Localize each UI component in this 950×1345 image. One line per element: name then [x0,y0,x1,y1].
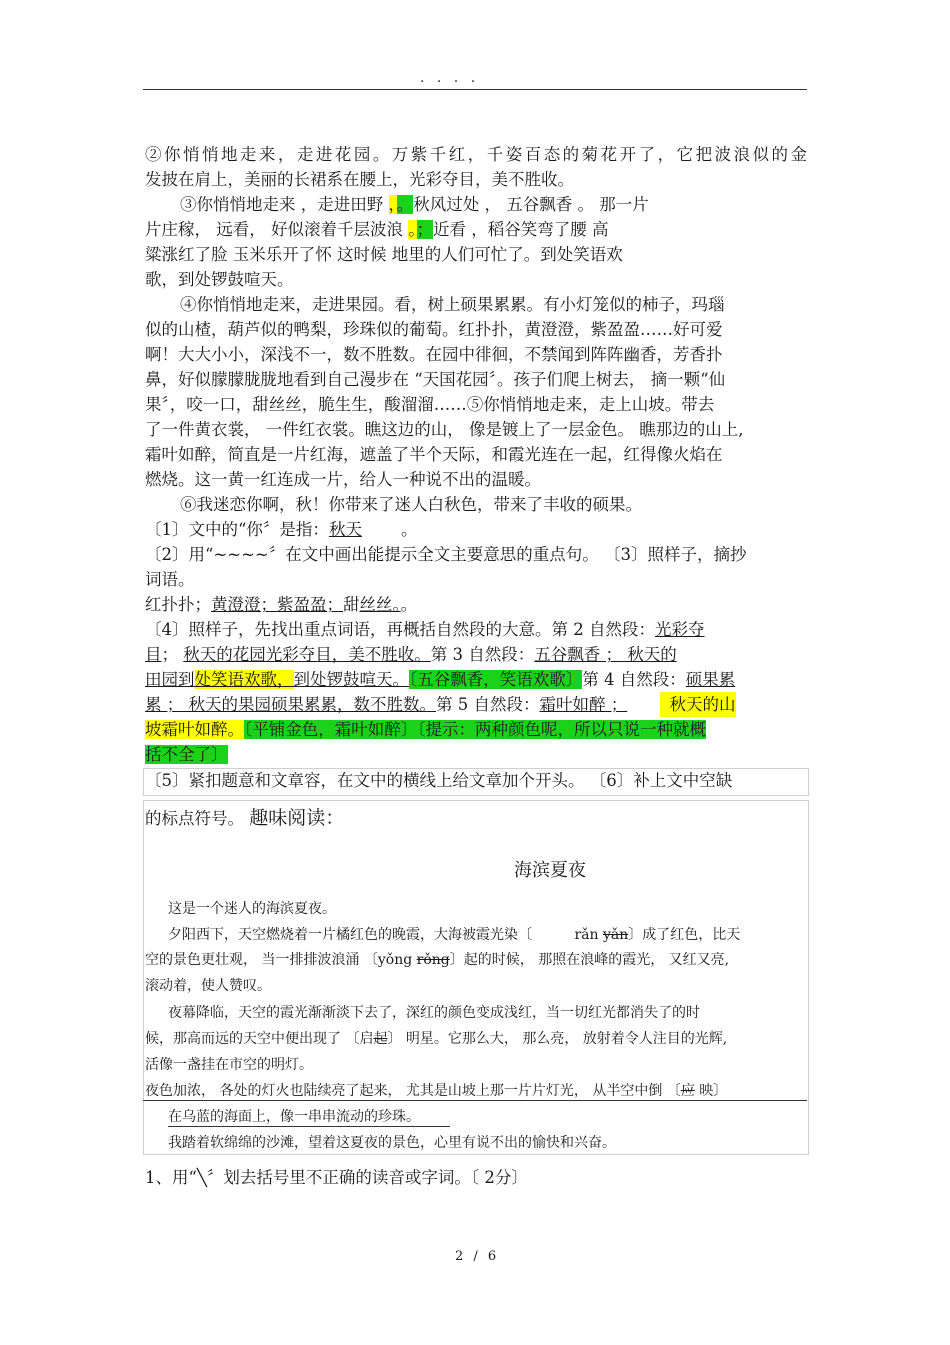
reading-text: 〕 明星。它那么大， 那么亮， 放射着令人注目的光辉, [387,1031,728,1047]
para3-text: 片庄稼， 远看， 好似滚着千层波浪 [145,220,409,239]
q4-highlight-yellow: 处笑语欢歌， [194,670,294,689]
question-5-6: 〔5〕紧扣题意和文章容，在文中的横线上给文章加个开头。 〔6〕补上文中空缺 [145,771,733,790]
question-3-answers [145,592,807,617]
reading-line-7: 活像一盏挂在市空的明灯。 [145,1057,313,1073]
reading-line-10: 我踏着软绵绵的沙滩，望着这夏夜的景色，心里有说不出的愉快和兴奋。 [168,1135,616,1151]
q6-text: 的标点符号。 [145,809,244,828]
reading-line-2 [168,925,740,945]
q4-summary: 累 ； 秋天的果园硕果累累，数不胜数。 [145,695,436,714]
reading-text: 〕起的时候， 那照在浪峰的霞光， 又红又亮, [449,952,730,968]
q3-example: 红扑扑； [145,595,211,614]
para3-line3: 粱涨红了脸 玉米乐开了怀 这时候 地里的人们可忙了。到处笑语欢 [145,245,623,264]
q4-highlight-green: 括不全了〕 [145,745,228,764]
para3-line1 [180,192,807,217]
question-6-cont [145,806,807,831]
reading-line-1: 这是一个迷人的海滨夏夜。 [168,901,336,917]
reading-text: 候，那高而远的天空中便出现了 〔启 [145,1031,374,1047]
q3-end: 。 [400,595,418,614]
question-2-3: 〔2〕用“~~~~〞在文中画出能提示全文主要意思的重点句。 〔3〕照样子，摘抄 [145,545,747,564]
q3-answer-3-prefix: 甜 [343,595,360,614]
para4-line3: 啊！大大小小，深浅不一，数不胜数。在园中徘徊，不禁闻到阵阵幽香，芳香扑 [145,345,723,364]
q4-highlight-yellow: 坡霜叶如醉。 [145,720,244,739]
q4-answer: 五谷飘香 ； 秋天的 [534,645,677,664]
reading-text: 空的景色更壮观， 当一排排波浪涌 〔yǒng [145,952,417,968]
q4-summary: 到处锣鼓喧天。 [293,670,409,689]
reading-text: 映〕 [694,1083,728,1099]
reading-underline [168,1126,450,1127]
period-highlight: 。 [408,220,417,239]
reading-line-3 [145,950,729,970]
q4-label: 第 4 自然段： [582,670,686,689]
q4-highlight-green: 〔五谷飘香，笑语欢歌〕 [409,670,583,689]
reading-line-6 [145,1029,727,1049]
para6-line1: ⑥我迷恋你啊，秋！你带来了迷人白秋色，带来了丰收的硕果。 [180,495,642,514]
para3-text: 近看 ，稻谷笑弯了腰 高 [433,220,609,239]
question-4-line4 [145,692,807,717]
pinyin-option-struck: yǎn [602,927,629,943]
page-number: 2 / 6 [455,1249,500,1264]
pinyin-option: rǎn [574,927,603,943]
para4-line6: 了一件黄衣裳， 一件红衣裳。瞧这边的山， 像是镀上了一层金色。 瞧那边的山上, [145,420,744,439]
q4-summary: 田园到 [145,670,195,689]
question-4-line6 [145,742,807,767]
q4-label: 第 5 自然段： [436,695,540,714]
word-option-struck: 应 [680,1083,695,1099]
para4-line7: 霜叶如醉，简直是一片红海，遮盖了半个天际，和霞光连在一起，红得像火焰在 [145,445,723,464]
q4-highlight-green: 〔提示：两种颜色呢，所以只说一种就概 [417,720,706,739]
question-1 [145,517,807,542]
reading-line-8 [145,1081,807,1101]
reading-text: 〕成了红色，比天 [628,927,741,943]
para4-line5: 果〞，咬一口，甜丝丝，脆生生，酸溜溜……⑤你悄悄地走来，走上山坡。带去 [145,395,715,414]
fun-reading-heading: 趣味阅读： [249,807,345,829]
q3-answer-3: 丝丝。 [359,595,401,614]
header-dots: . . . . [420,70,480,86]
question-4-line5 [145,717,807,742]
para2-line2: 发披在肩上，美丽的长裙系在腰上，光彩夺目，美不胜收。 [145,170,574,189]
q4-answer: 光彩夺 [655,620,705,639]
q4-prompt: 〔4〕照样子，先找出重点词语，再概括自然段的大意。第 2 自然段： [145,620,655,639]
q4-sep: ； [161,645,184,664]
reading-title: 海滨夏夜 [514,860,586,881]
para2-line1: ②你悄悄地走来，走进花园。万紫千红，千姿百态的菊花开了，它把波浪似的金 [145,145,807,164]
reading-text: 夜色加浓， 各处的灯火也陆续亮了起来， 尤其是山坡上那一片片灯光， 从半空中倒 〔 [145,1083,681,1099]
period-highlight: 。 [396,195,414,214]
q4-highlight-green: 〔平铺金色，霜叶如醉〕 [244,720,418,739]
q4-summary: 秋天的花园光彩夺目，美不胜收。 [183,645,431,664]
q1-end: 。 [400,520,418,539]
para4-line8: 燃烧。这一黄一红连成一片，给人一种说不出的温暖。 [145,470,541,489]
comma-highlight: ， [388,195,397,214]
header-rule [143,89,807,90]
reading-line-4: 滚动着，使人赞叹。 [145,978,271,994]
para3-text: ③你悄悄地走来 ，走进田野 [180,195,389,214]
reading-line-5: 夜幕降临，天空的霞光渐渐淡下去了，深红的颜色变成浅红，当一切红光都消失了的时 [168,1005,700,1021]
reading-underline [143,1100,807,1101]
word-option-struck: 起 [373,1031,388,1047]
para4-line2: 似的山楂，葫芦似的鸭梨，珍珠似的葡萄。红扑扑，黄澄澄，紫盈盈……好可爱 [145,320,723,339]
q1-prompt: 〔1〕文中的“你〞是指： [145,520,329,539]
q4-answer: 霜叶如醉 ； [539,695,628,714]
para3-line2 [145,217,807,242]
reading-text: 夕阳西下，天空燃烧着一片橘红色的晚霞，大海被霞光染〔 [168,927,537,943]
para3-text: 秋风过处 ， 五谷飘香 。 那一片 [413,195,649,214]
q4-label: 第 3 自然段： [430,645,535,664]
q4-highlight-yellow: 秋天的山 [660,692,736,717]
semicolon-highlight: ； [416,220,433,239]
question-4-line1 [145,617,807,642]
q1-answer: 秋天 [328,520,362,539]
para4-line1: ④你悄悄地走来，走进果园。看，树上硕果累累。有小灯笼似的柿子，玛瑙 [180,295,725,314]
question-3-cont: 词语。 [145,570,195,589]
pinyin-option-struck: rǒng [416,952,450,968]
q4-answer: 目 [145,645,162,664]
para4-line4: 鼻，好似朦朦胧胧地看到自己漫步在 “天国花园〞。孩子们爬上树去， 摘一颗“仙 [145,370,726,389]
reading-line-9: 在乌蓝的海面上，像一串串流动的珍珠。 [168,1109,420,1125]
para3-line4: 歌，到处锣鼓喧天。 [145,270,294,289]
question-4-line3 [145,667,807,692]
question-last: 1、用“╲〞划去括号里不正确的读音或字词。〔 2分〕 [145,1168,528,1187]
q3-answer-1: 黄澄澄； [211,595,277,614]
q3-answer-2: 紫盈盈； [277,595,343,614]
q4-answer: 硕果累 [685,670,736,689]
question-4-line2 [145,642,807,667]
